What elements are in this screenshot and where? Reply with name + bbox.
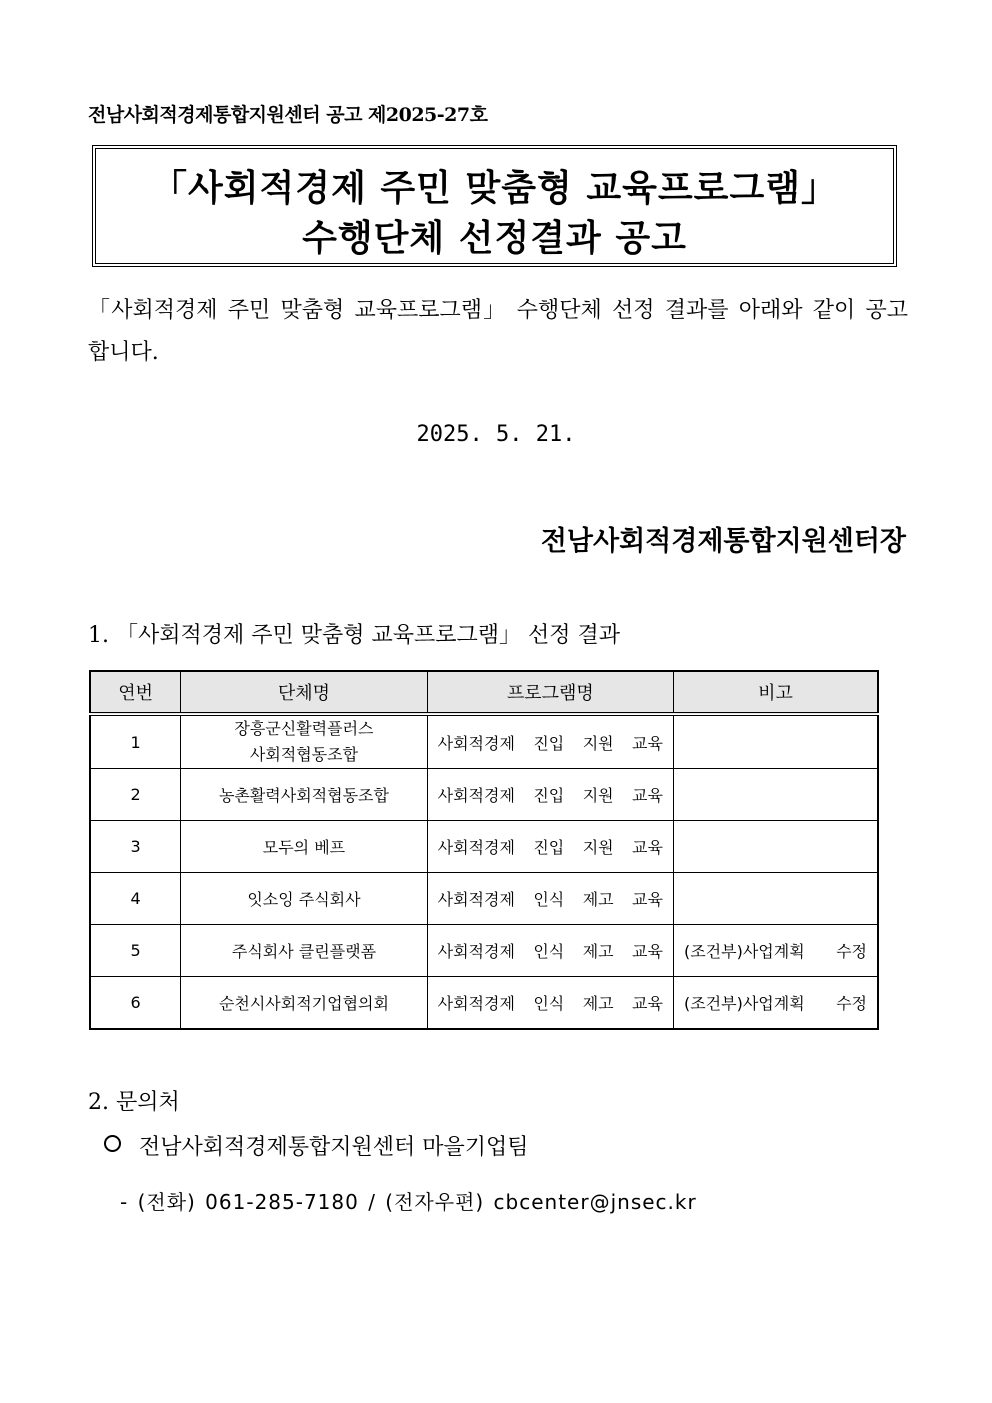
cell-no: 4 bbox=[90, 873, 181, 925]
section-2-heading: 2. 문의처 bbox=[88, 1090, 180, 1115]
cell-no: 5 bbox=[90, 925, 181, 977]
title-line-1: 「사회적경제 주민 맞춤형 교육프로그램」 bbox=[150, 168, 839, 209]
table-row bbox=[90, 977, 878, 1030]
table-row bbox=[90, 769, 878, 821]
cell-program: 사회적경제 인식 제고 교육 bbox=[427, 925, 673, 977]
table-row bbox=[90, 925, 878, 977]
section-1-heading: 1. 「사회적경제 주민 맞춤형 교육프로그램」 선정 결과 bbox=[88, 623, 620, 648]
cell-note bbox=[673, 821, 878, 873]
cell-note bbox=[673, 769, 878, 821]
cell-note bbox=[673, 873, 878, 925]
notice-number: 전남사회적경제통합지원센터 공고 제2025-27호 bbox=[88, 104, 488, 126]
cell-org: 잇소잉 주식회사 bbox=[181, 873, 427, 925]
title-box bbox=[92, 145, 897, 267]
announcement-date: 2025. 5. 21. bbox=[416, 422, 576, 447]
cell-org-line-2: 사회적협동조합 bbox=[249, 745, 359, 764]
cell-no: 3 bbox=[90, 821, 181, 873]
contact-details: - (전화) 061-285-7180 / (전자우편) cbcenter@jnsec.kr bbox=[120, 1190, 697, 1214]
column-header-org: 단체명 bbox=[181, 671, 427, 714]
cell-org: 모두의 베프 bbox=[181, 821, 427, 873]
cell-program: 사회적경제 인식 제고 교육 bbox=[427, 873, 673, 925]
cell-no: 2 bbox=[90, 769, 181, 821]
title-line-2: 수행단체 선정결과 공고 bbox=[302, 218, 687, 259]
intro-paragraph: 「사회적경제 주민 맞춤형 교육프로그램」 수행단체 선정 결과를 아래와 같이 공고합니다. bbox=[88, 298, 908, 365]
cell-program: 사회적경제 진입 지원 교육 bbox=[427, 769, 673, 821]
cell-org-line-1: 장흥군신활력플러스 bbox=[234, 719, 374, 738]
contact-team-label: 전남사회적경제통합지원센터 마을기업팀 bbox=[139, 1135, 529, 1160]
results-table bbox=[89, 670, 879, 1030]
cell-org: 농촌활력사회적협동조합 bbox=[181, 769, 427, 821]
cell-program: 사회적경제 인식 제고 교육 bbox=[427, 977, 673, 1030]
cell-note: (조건부)사업계획 수정 bbox=[673, 925, 878, 977]
cell-note bbox=[673, 714, 878, 769]
column-header-no: 연번 bbox=[90, 671, 181, 714]
cell-program: 사회적경제 진입 지원 교육 bbox=[427, 714, 673, 769]
table-row bbox=[90, 873, 878, 925]
column-header-note: 비고 bbox=[673, 671, 878, 714]
cell-note: (조건부)사업계획 수정 bbox=[673, 977, 878, 1030]
column-header-program: 프로그램명 bbox=[427, 671, 673, 714]
cell-org: 순천시사회적기업협의회 bbox=[181, 977, 427, 1030]
cell-no: 6 bbox=[90, 977, 181, 1030]
table-row bbox=[90, 821, 878, 873]
circle-bullet-icon bbox=[104, 1135, 121, 1152]
cell-no: 1 bbox=[90, 714, 181, 769]
table-header-row bbox=[90, 671, 878, 714]
issuer-signature: 전남사회적경제통합지원센터장 bbox=[540, 526, 906, 557]
cell-program: 사회적경제 진입 지원 교육 bbox=[427, 821, 673, 873]
cell-org: 주식회사 클린플랫폼 bbox=[181, 925, 427, 977]
table-row bbox=[90, 714, 878, 769]
cell-org bbox=[181, 714, 427, 769]
contact-team bbox=[104, 1130, 529, 1161]
